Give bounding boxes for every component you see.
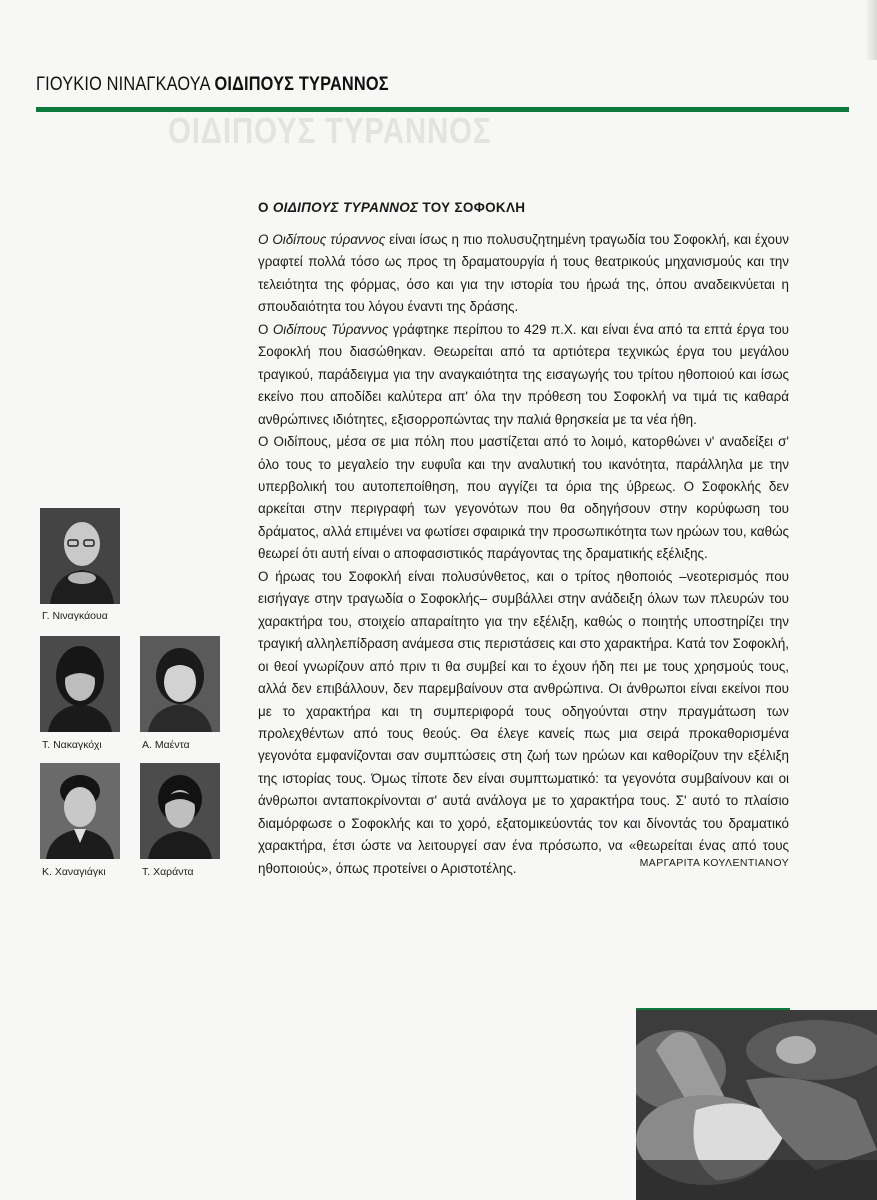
- portrait-caption-3: Α. Μαέντα: [142, 739, 190, 751]
- portrait-caption-1: Γ. Νιναγκάουα: [42, 610, 108, 622]
- article-title-italic: ΟΙΔΙΠΟΥΣ ΤΥΡΑΝΝΟΣ: [272, 200, 419, 215]
- portrait-photo-icon: [40, 508, 120, 604]
- paragraph-1-italic: Ο Οιδίπους τύραννος: [258, 232, 386, 247]
- portrait-photo-3: [140, 636, 220, 732]
- header-author: ΓΙΟΥΚΙΟ ΝΙΝΑΓΚΑΟΥΑ: [36, 74, 210, 95]
- portrait-photo-icon: [140, 763, 220, 859]
- paragraph-2: [258, 319, 789, 431]
- page-edge: [865, 0, 877, 60]
- paragraph-2-italic: Οιδίπους Τύραννος: [272, 321, 389, 337]
- portrait-photo-4: [40, 763, 120, 859]
- paragraph-1-text: είναι ίσως η πιο πολυσυζητημένη τραγωδία του Σοφοκλή, και έχουν γραφτεί πολλά τόσο ως προς τη δραματουργία ή τους θεατρικούς μηχανισμούς και την τελειότητα της φόρμας, όσο και για την ιστορία του ήρωά της, όπου αναδεικνύεται η σπουδαιότητα του λόγου έναντι της δράσης.: [258, 232, 790, 315]
- portrait-photo-icon: [40, 636, 120, 732]
- article-title: [258, 200, 525, 215]
- paragraph-3: Ο Οιδίπους, μέσα σε μια πόλη που μαστίζεται από το λοιμό, κατορθώνει ν' αναδείξει σ' όλο τους το μεγαλείο την ευφυΐα και την αναλυτική του ικανότητα, παράλληλα με την υπερβολική του αυτοπεποίθηση, που αγγίζει τα όρια της ύβρεως. Ο Σοφοκλής δεν αρκείται στην περιγραφή των γεγονότων που θα οδηγήσουν στην κορύφωση του δράματος, αλλά επιμένει να φωτίσει σφαιρικά την προσωπικότητα των ηρώων του, καθώς θεωρεί ότι αυτή είναι ο αποφασιστικός παράγοντας της δραματικής εξέλιξης.: [258, 434, 789, 562]
- stage-photo-icon: [636, 1010, 877, 1200]
- portrait-photo-icon: [40, 763, 120, 859]
- article-title-prefix: Ο: [258, 200, 273, 215]
- stage-photo: [636, 1010, 877, 1200]
- author-signature: ΜΑΡΓΑΡΙΤΑ ΚΟΥΛΕΝΤΙΑΝΟΥ: [639, 857, 789, 869]
- portrait-caption-5: Τ. Χαράντα: [142, 866, 194, 878]
- portrait-caption-2: Τ. Νακαγκόχι: [42, 739, 102, 751]
- paragraph-4: Ο ήρωας του Σοφοκλή είναι πολυσύνθετος, και ο τρίτος ηθοποιός –νεοτερισμός που εισήγαγε στην τραγωδία ο Σοφοκλής– συμβάλλει στην ανάδειξη όλων των πλευρών του χαρακτήρα του, στοιχείο απαραίτητο για την εξέλιξη, καθώς ο ποιητής υποστηρίζει την τραγική αλληλεπίδραση ανάμεσα στις περιστάσεις και στο χαρακτήρα. Κατά τον Σοφοκλή, οι θεοί γνωρίζουν από πριν τι θα συμβεί και το έχουν ήδη πει με τους χρησμούς τους, αλλά δεν επιβάλλουν, δεν παρεμβαίνουν στα ανθρώπινα. Οι άνθρωποι είναι εκείνοι που με το χαρακτήρα και τη συμπεριφορά τους οδηγούνται στην πραγμάτωση των προλεχθέντων από τους θεούς. Θα έλεγε κανείς πως μια σειρά προκαθορισμένα γεγονότα εμφανίζονται σαν συμπτώσεις στη ζωή των ηρώων και καθορίζουν την εξέλιξη της ιστορίας τους. Όμως τίποτε δεν είναι συμπτωματικό: τα γεγονότα συμβαίνουν και οι άνθρωποι ανταποκρίνονται σ' αυτά ανάλογα με το χαρακτήρα τους. Σ' αυτό το πλαίσιο διαμόρφωσε ο Σοφοκλής και το χορό, εξατομικεύοντάς τον και δίνοντάς του δραματικό χαρακτήρα, έτσι ώστε να λειτουργεί σαν ένα πρόσωπο, να «θεωρείται ένας από τους ηθοποιούς», όπως προτείνει ο Αριστοτέλης.: [258, 568, 789, 876]
- article-body: [258, 229, 789, 880]
- portrait-photo-icon: [140, 636, 220, 732]
- paragraph-2-text: γράφτηκε περίπου το 429 π.Χ. και είναι ένα από τα επτά έργα του Σοφοκλή που διασώθηκαν. Θεωρείται από τα αρτιότερα τεχνικώς έργα του μεγάλου τραγικού, παράδειγμα για την αναγκαιότητα της εισαγωγής του τρίτου ηθοποιού και ίσως εκείνο που αποδίδει καλύτερα απ' όλα την πρόθεση του Σοφοκλή να τιμά τις καθαρά ανθρώπινες ιδιότητες, εξισορροπώντας την παλιά θρησκεία με τα νέα ήθη.: [258, 321, 789, 427]
- article-title-suffix: ΤΟΥ ΣΟΦΟΚΛΗ: [418, 200, 526, 215]
- paragraph-2-prefix: Ο: [258, 321, 273, 337]
- portrait-caption-4: Κ. Χαναγιάγκι: [42, 866, 106, 878]
- paragraph-1: [258, 229, 789, 319]
- portrait-photo-2: [40, 636, 120, 732]
- portrait-photo-1: [40, 508, 120, 604]
- header-title: ΟΙΔΙΠΟΥΣ ΤΥΡΑΝΝΟΣ: [214, 74, 389, 95]
- page-header: [36, 74, 389, 96]
- portrait-photo-5: [140, 763, 220, 859]
- ghost-title: ΟΙΔΙΠΟΥΣ ΤΥΡΑΝΝΟΣ: [168, 110, 492, 151]
